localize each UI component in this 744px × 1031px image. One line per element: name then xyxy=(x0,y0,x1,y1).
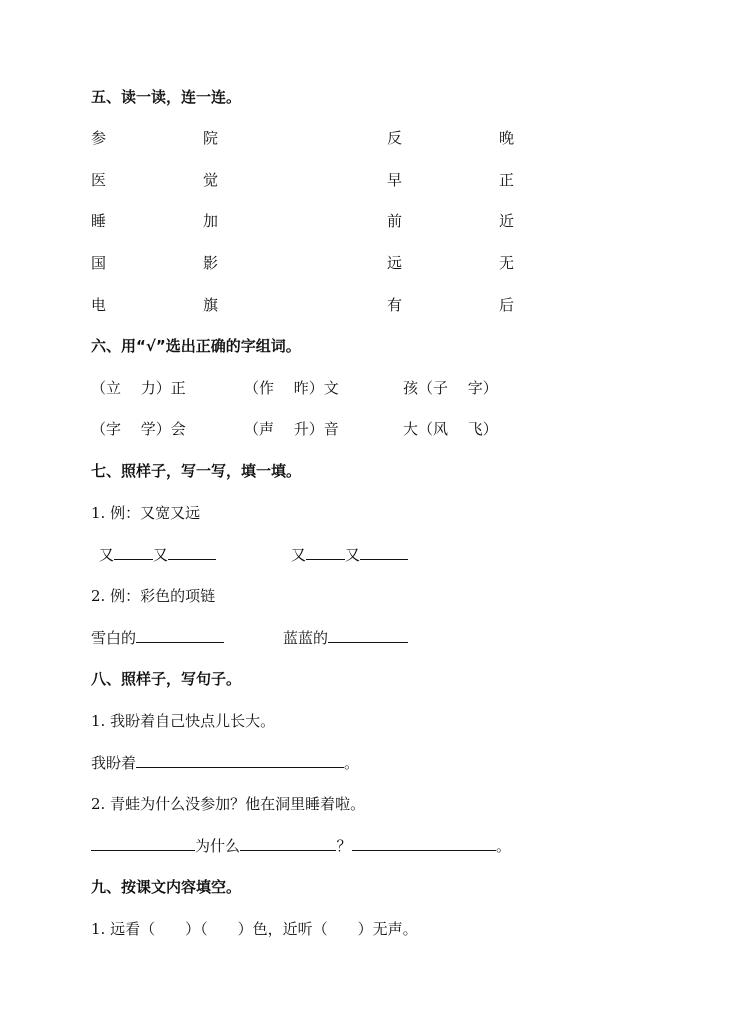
s5-char: 无 xyxy=(499,254,515,272)
s7-question-2 xyxy=(91,586,215,606)
blank-line[interactable] xyxy=(114,545,153,560)
phrase-prefix: 雪白的 xyxy=(91,629,137,647)
s7-fill-row-2 xyxy=(291,545,408,565)
question-number: 1. xyxy=(91,504,106,522)
s8-question-1 xyxy=(91,711,275,731)
blank-line[interactable] xyxy=(352,836,496,851)
question-text: 我盼着自己快点儿长大。 xyxy=(110,712,276,730)
s5-char: 旗 xyxy=(203,296,219,314)
you-char: 又 xyxy=(291,546,307,564)
you-char: 又 xyxy=(345,546,361,564)
blank-line[interactable] xyxy=(360,545,408,560)
question-number: 1. xyxy=(91,712,106,730)
question-text: 例：又宽又远 xyxy=(110,504,201,522)
s5-char: 加 xyxy=(203,212,219,230)
s5-char: 前 xyxy=(387,212,403,230)
s5-char: 觉 xyxy=(203,171,219,189)
s7-phrase-2 xyxy=(283,628,408,648)
blank-line[interactable] xyxy=(136,628,224,643)
period: 。 xyxy=(496,837,512,855)
s7-phrase-1 xyxy=(91,628,224,648)
s8-fill-1 xyxy=(91,753,359,773)
question-text: 例：彩色的项链 xyxy=(110,587,216,605)
period: 。 xyxy=(344,754,360,772)
section-9-title: 九、按课文内容填空。 xyxy=(91,878,242,896)
section-5-title: 五、读一读，连一连。 xyxy=(91,88,242,106)
blank-line[interactable] xyxy=(306,545,345,560)
s8-fill-2 xyxy=(91,836,511,856)
s6-item: （立 力）正 xyxy=(91,379,186,397)
blank-line[interactable] xyxy=(136,753,344,768)
phrase-prefix: 蓝蓝的 xyxy=(283,629,329,647)
s6-item: （作 昨）文 xyxy=(244,379,339,397)
s5-char: 有 xyxy=(387,296,403,314)
sentence-prefix: 我盼着 xyxy=(91,754,137,772)
s9-question-1 xyxy=(91,919,418,939)
s6-item: 孩（子 字） xyxy=(403,379,498,397)
you-char: 又 xyxy=(99,546,115,564)
why-word: 为什么 xyxy=(195,837,241,855)
s5-char: 国 xyxy=(91,254,107,272)
blank-line[interactable] xyxy=(328,628,408,643)
s5-char: 医 xyxy=(91,171,107,189)
s6-item: 大（风 飞） xyxy=(403,420,498,438)
s5-char: 影 xyxy=(203,254,219,272)
section-6-title: 六、用“√”选出正确的字组词。 xyxy=(91,337,301,355)
blank-line[interactable] xyxy=(91,836,195,851)
s5-char: 院 xyxy=(203,129,219,147)
s5-char: 远 xyxy=(387,254,403,272)
s5-char: 后 xyxy=(499,296,515,314)
s5-char: 早 xyxy=(387,171,403,189)
s7-question-1 xyxy=(91,503,200,523)
s8-question-2 xyxy=(91,794,365,814)
s6-item: （字 学）会 xyxy=(91,420,186,438)
section-7-title: 七、照样子，写一写，填一填。 xyxy=(91,462,302,480)
question-text: 远看（ ）（ ）色，近听（ ）无声。 xyxy=(110,920,418,938)
s5-char: 反 xyxy=(387,129,403,147)
blank-line[interactable] xyxy=(240,836,336,851)
question-number: 2. xyxy=(91,587,106,605)
s5-char: 睡 xyxy=(91,212,107,230)
s6-item: （声 升）音 xyxy=(244,420,339,438)
section-8-title: 八、照样子，写句子。 xyxy=(91,670,242,688)
s5-char: 电 xyxy=(91,296,107,314)
question-mark: ？ xyxy=(336,837,352,855)
s5-char: 晚 xyxy=(499,129,515,147)
s5-char: 近 xyxy=(499,212,515,230)
s5-char: 正 xyxy=(499,171,515,189)
s5-char: 参 xyxy=(91,129,107,147)
question-number: 2. xyxy=(91,795,106,813)
question-text: 青蛙为什么没参加？他在洞里睡着啦。 xyxy=(110,795,366,813)
you-char: 又 xyxy=(153,546,169,564)
s7-fill-row-1 xyxy=(99,545,216,565)
question-number: 1. xyxy=(91,920,106,938)
blank-line[interactable] xyxy=(168,545,216,560)
